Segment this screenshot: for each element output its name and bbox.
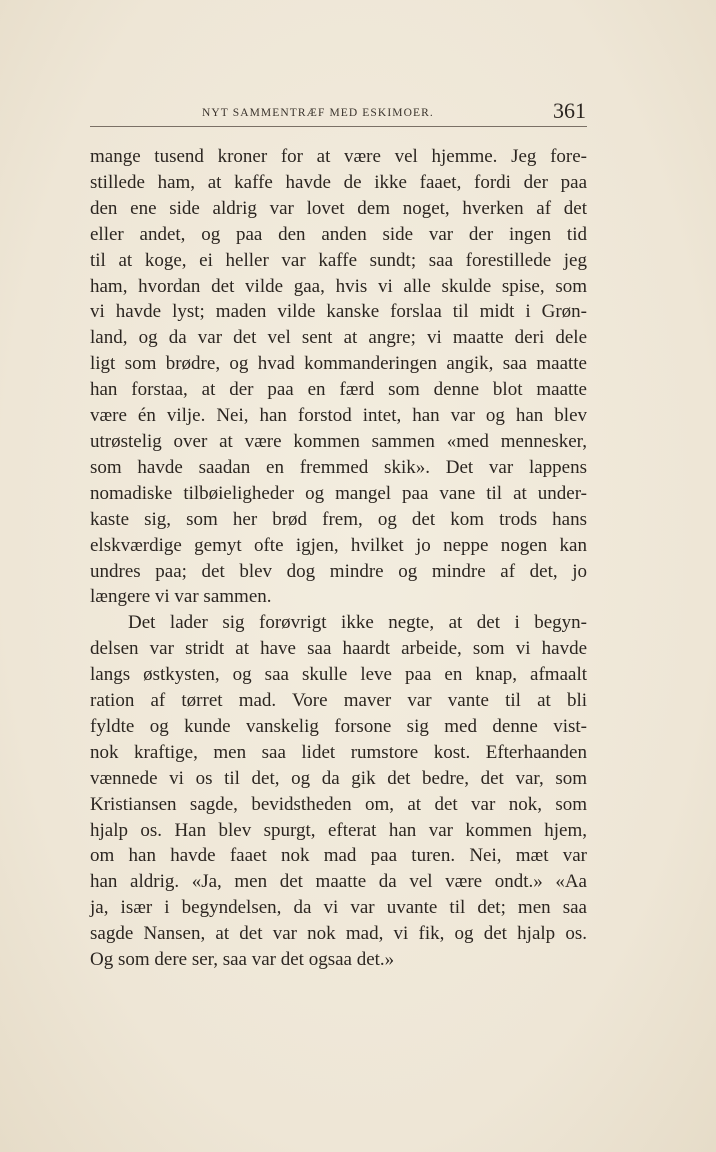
text-line: land, og da var det vel sent at angre; vi maatte deri dele: [90, 327, 587, 349]
text-line: ja, især i begyndelsen, da vi var uvante til det; men saa: [90, 897, 587, 919]
text-line: sagde Nansen, at det var nok mad, vi fik, og det hjalp os.: [90, 923, 587, 945]
text-line: vænnede vi os til det, og da gik det bedre, det var, som: [90, 767, 587, 789]
text-line: Og som dere ser, saa var det ogsaa det.»: [90, 949, 395, 971]
text-line: hjalp os. Han blev spurgt, efterat han var kommen hjem,: [90, 819, 587, 841]
text-line: til at koge, ei heller var kaffe sundt; saa forestillede jeg: [90, 249, 587, 271]
text-line: nomadiske tilbøieligheder og mangel paa vane til at under-: [90, 482, 587, 504]
text-line: Det lader sig forøvrigt ikke negte, at det i begyn-: [128, 612, 587, 634]
text-line: mange tusend kroner for at være vel hjemme. Jeg fore-: [90, 146, 587, 167]
running-title: NYT SAMMENTRÆF MED ESKIMOER.: [202, 107, 434, 119]
text-line: være én vilje. Nei, han forstod intet, han var og han blev: [90, 405, 587, 427]
text-line: Kristiansen sagde, bevidstheden om, at det var nok, som: [90, 793, 587, 815]
text-line: delsen var stridt at have saa haardt arbeide, som vi havde: [90, 638, 587, 660]
header-rule: [90, 126, 587, 127]
text-line: undres paa; det blev dog mindre og mindre af det, jo: [90, 560, 587, 582]
body-text: [90, 144, 587, 973]
text-line: om han havde faaet nok mad paa turen. Nei, mæt var: [90, 845, 587, 867]
text-line: han forstaa, at der paa en færd som denne blot maatte: [90, 379, 587, 401]
text-line: ration af tørret mad. Vore maver var vante til at bli: [90, 690, 587, 712]
text-line: fyldte og kunde vanskelig forsone sig med denne vist-: [90, 715, 587, 737]
text-line: ligt som brødre, og hvad kommanderingen angik, saa maatte: [90, 353, 587, 375]
text-line: kaste sig, som her brød frem, og det kom trods hans: [90, 508, 587, 530]
page-number: 361: [553, 98, 586, 123]
text-line: stillede ham, at kaffe havde de ikke faaet, fordi der paa: [90, 171, 587, 193]
text-line: nok kraftige, men saa lidet rumstore kost. Efterhaanden: [90, 741, 587, 763]
text-line: elskværdige gemyt ofte igjen, hvilket jo neppe nogen kan: [90, 534, 587, 556]
text-line: han aldrig. «Ja, men det maatte da vel være ondt.» «Aa: [90, 871, 587, 893]
text-line: utrøstelig over at være kommen sammen «med mennesker,: [90, 430, 587, 452]
text-line: som havde saadan en fremmed skik». Det var lappens: [90, 456, 587, 478]
text-line: den ene side aldrig var lovet dem noget, hverken af det: [90, 197, 587, 219]
paragraph: [90, 144, 587, 610]
text-line: længere vi var sammen.: [90, 586, 272, 608]
text-line: eller andet, og paa den anden side var der ingen tid: [90, 223, 587, 245]
page-header: [90, 100, 586, 126]
paragraph: [90, 610, 587, 973]
text-line: ham, hvordan det vilde gaa, hvis vi alle skulde spise, som: [90, 275, 587, 297]
text-line: vi havde lyst; maden vilde kanske forslaa til midt i Grøn-: [90, 301, 587, 323]
text-line: langs østkysten, og saa skulle leve paa en knap, afmaalt: [90, 664, 587, 686]
